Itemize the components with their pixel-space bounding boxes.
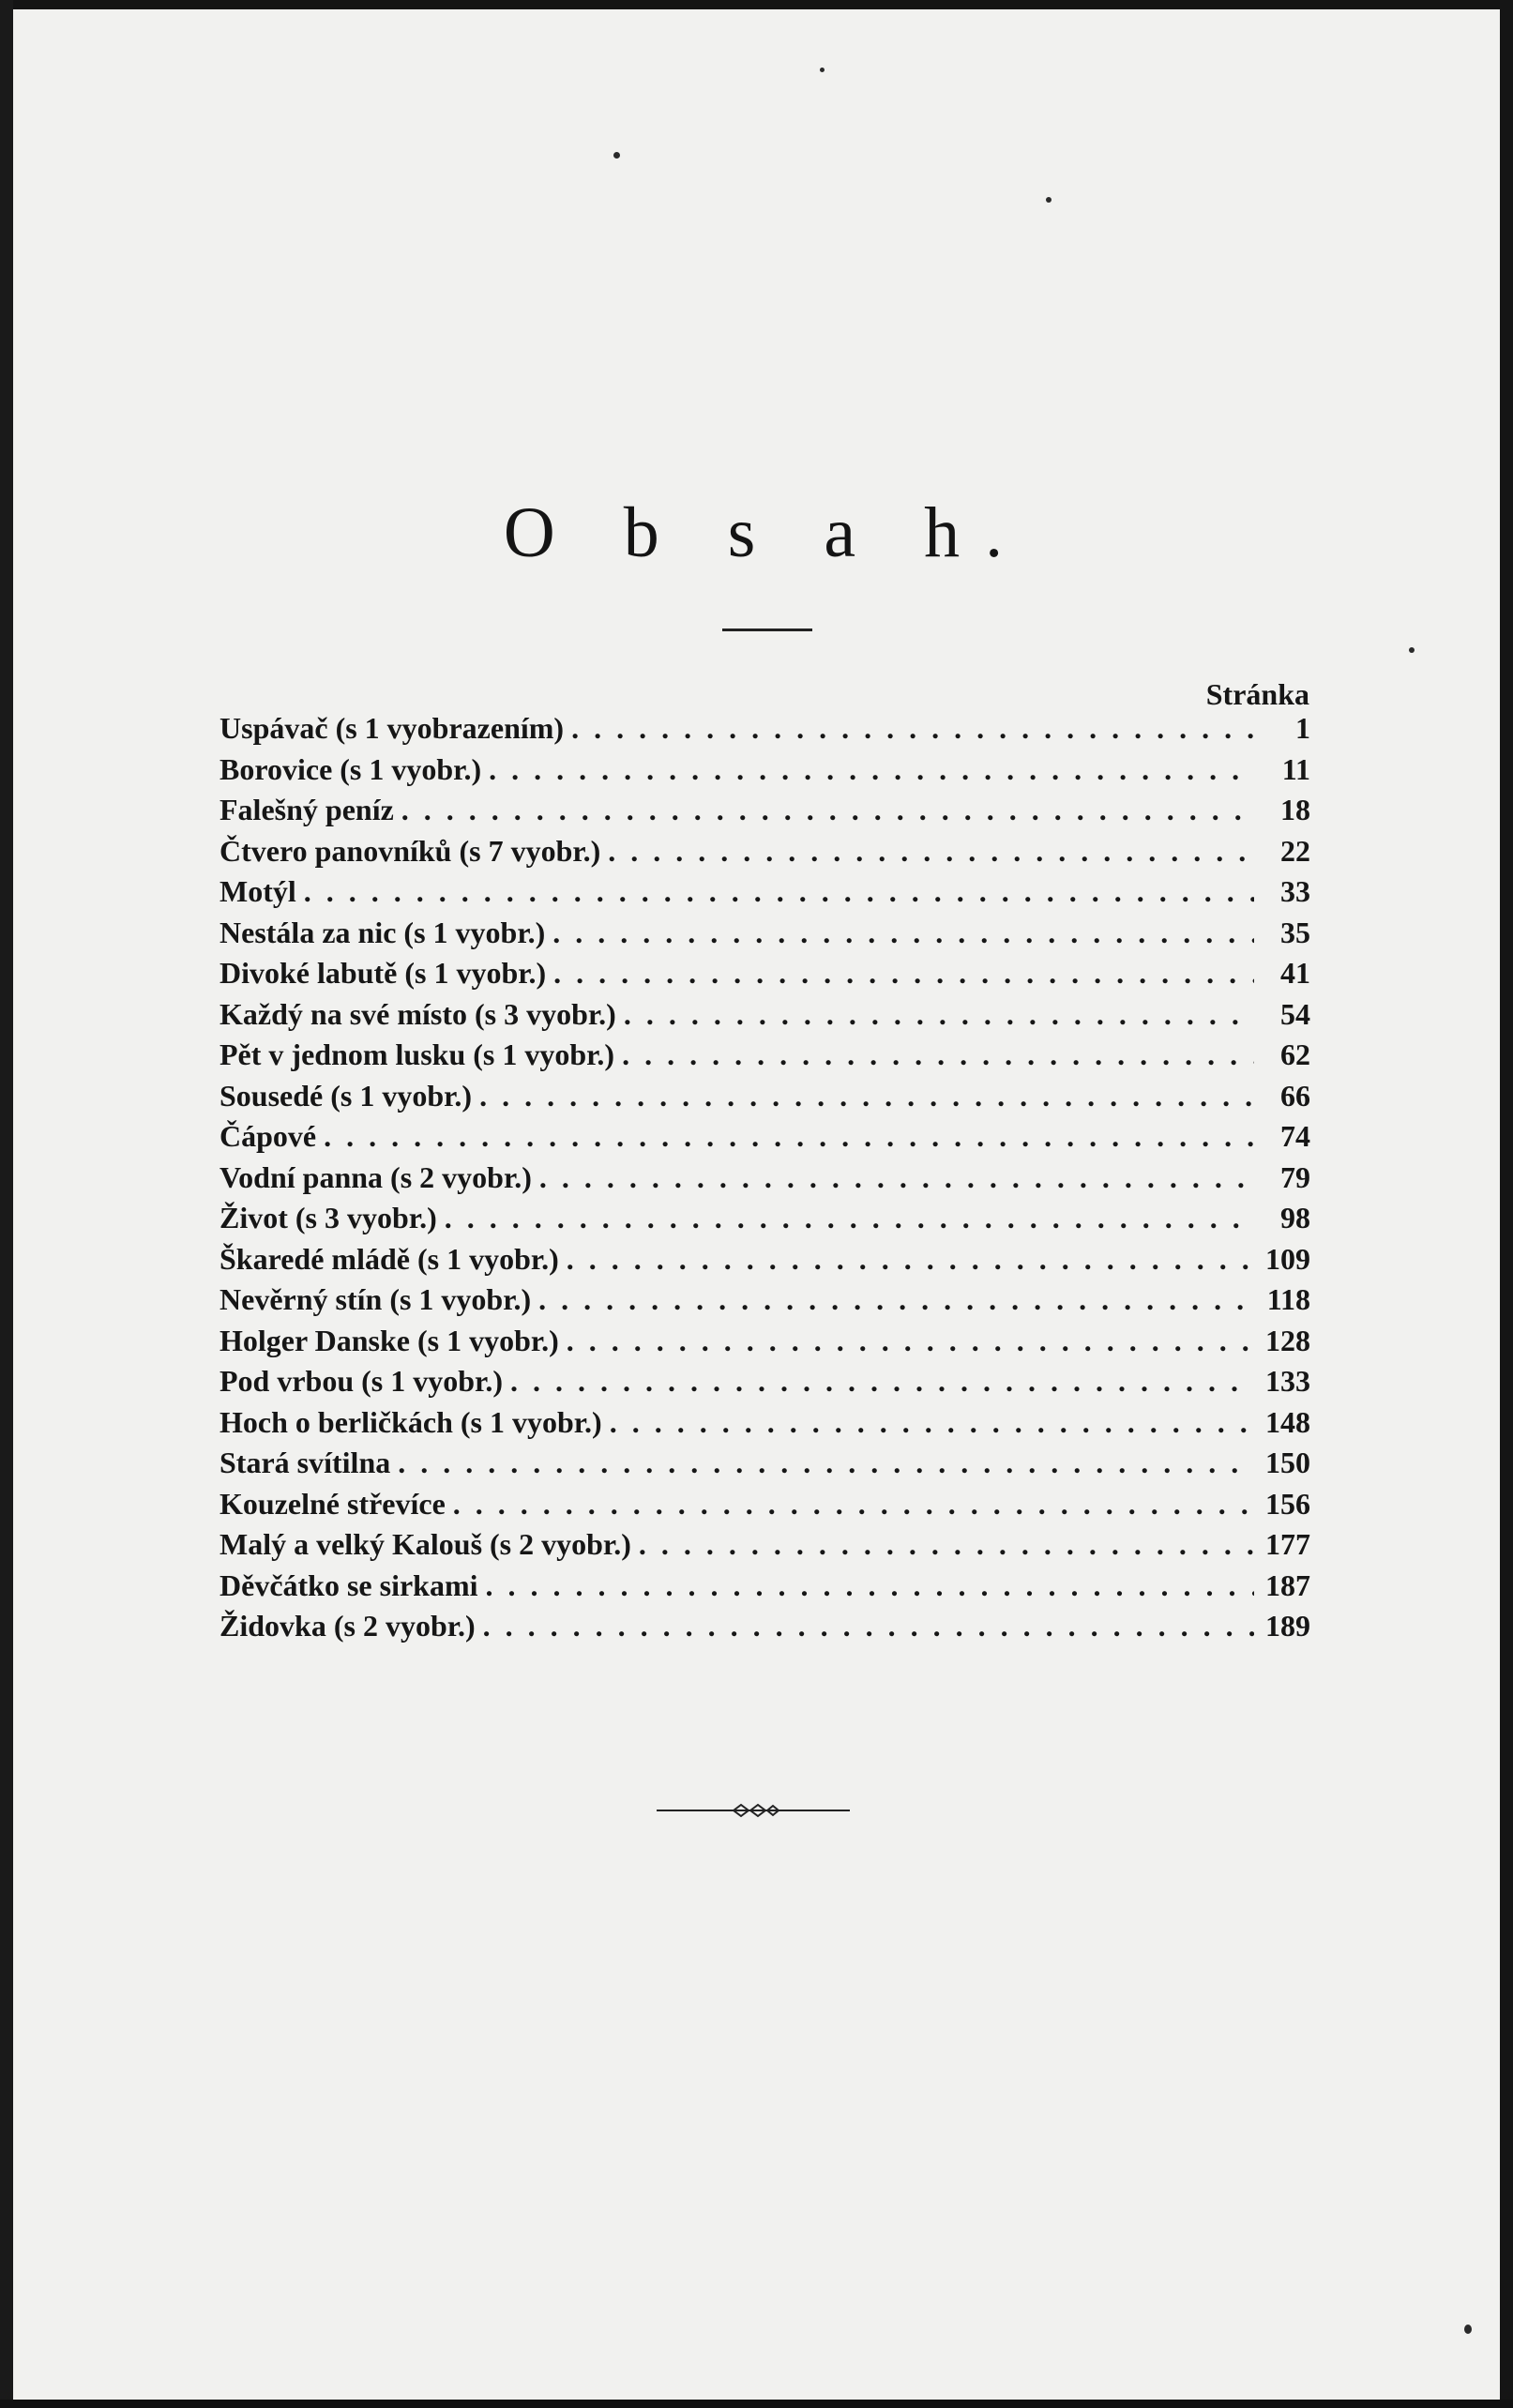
- toc-title: Každý na své místo (s 3 vyobr.): [219, 996, 616, 1031]
- toc-page: 1: [1295, 711, 1310, 745]
- toc-row: [219, 711, 1310, 752]
- toc-page: 33: [1280, 874, 1310, 908]
- toc-page: 109: [1265, 1241, 1310, 1276]
- paper-speck: [613, 152, 620, 159]
- toc-title: Děvčátko se sirkami: [219, 1567, 478, 1602]
- toc-row: [219, 1201, 1310, 1242]
- toc-row: [219, 1160, 1310, 1202]
- table-of-contents: [219, 711, 1310, 1650]
- toc-page: 62: [1280, 1037, 1310, 1071]
- toc-page: 66: [1280, 1078, 1310, 1113]
- scan-edge-bottom: [0, 2400, 1513, 2408]
- leader-dots: [631, 1527, 1254, 1562]
- toc-page: 74: [1280, 1119, 1310, 1153]
- toc-row: [219, 916, 1310, 957]
- leader-dots: [472, 1079, 1254, 1113]
- toc-page: 148: [1265, 1404, 1310, 1439]
- toc-row: [219, 1119, 1310, 1160]
- toc-page: 11: [1281, 751, 1310, 786]
- leader-dots: [437, 1201, 1254, 1235]
- toc-page: 150: [1265, 1446, 1310, 1479]
- toc-title: Holger Danske (s 1 vyobr.): [219, 1323, 559, 1357]
- toc-title: Stará svítilna: [219, 1446, 391, 1479]
- leader-dots: [390, 1446, 1254, 1480]
- toc-row: [219, 793, 1310, 834]
- toc-row: [219, 997, 1310, 1038]
- leader-dots: [559, 1324, 1254, 1358]
- toc-title: Vodní panna (s 2 vyobr.): [219, 1159, 532, 1194]
- leader-dots: [531, 1282, 1254, 1317]
- toc-row: [219, 1242, 1310, 1283]
- toc-page: 41: [1280, 956, 1310, 990]
- toc-row: [219, 1487, 1310, 1528]
- toc-row: [219, 1079, 1310, 1120]
- leader-dots: [559, 1242, 1254, 1277]
- title-rule: [722, 629, 812, 631]
- toc-page: 35: [1280, 915, 1310, 949]
- toc-row: [219, 1527, 1310, 1568]
- toc-page: 118: [1266, 1282, 1310, 1316]
- toc-page: 98: [1280, 1201, 1310, 1234]
- toc-title: Pod vrbou (s 1 vyobr.): [219, 1364, 503, 1398]
- leader-dots: [446, 1487, 1254, 1522]
- toc-title: Čtvero panovníků (s 7 vyobr.): [219, 833, 601, 868]
- leader-dots: [564, 711, 1254, 746]
- toc-page: 18: [1280, 793, 1310, 826]
- leader-dots: [614, 1037, 1254, 1072]
- leader-dots: [616, 997, 1254, 1032]
- leader-dots: [546, 956, 1254, 991]
- toc-title: Kouzelné střevíce: [219, 1486, 446, 1521]
- scan-edge-left: [0, 0, 13, 2408]
- toc-title: Čápové: [219, 1119, 317, 1153]
- toc-page: 54: [1280, 996, 1310, 1031]
- toc-page: 22: [1280, 833, 1310, 868]
- toc-row: [219, 1609, 1310, 1650]
- toc-row: [219, 752, 1310, 794]
- paper-speck: [820, 68, 825, 72]
- toc-row: [219, 1446, 1310, 1487]
- scan-edge-top: [0, 0, 1513, 9]
- scan-edge-right: [1500, 0, 1513, 2408]
- leader-dots: [394, 793, 1254, 827]
- leader-dots: [600, 834, 1254, 869]
- leader-dots: [296, 874, 1254, 909]
- toc-title: Nestála za nic (s 1 vyobr.): [219, 915, 546, 949]
- toc-title: Hoch o berličkách (s 1 vyobr.): [219, 1404, 602, 1439]
- toc-row: [219, 1405, 1310, 1446]
- leader-dots: [316, 1119, 1254, 1154]
- toc-title: Malý a velký Kalouš (s 2 vyobr.): [219, 1527, 631, 1561]
- leader-dots: [503, 1364, 1254, 1399]
- page-title: O b s a h.: [503, 493, 1029, 572]
- toc-title: Nevěrný stín (s 1 vyobr.): [219, 1282, 532, 1316]
- leader-dots: [602, 1405, 1254, 1440]
- toc-title: Uspávač (s 1 vyobrazením): [219, 711, 565, 745]
- paper-speck: [1409, 647, 1415, 653]
- toc-row: [219, 834, 1310, 875]
- leader-dots: [478, 1568, 1254, 1603]
- toc-page: 189: [1265, 1609, 1310, 1643]
- toc-page: 187: [1265, 1567, 1310, 1602]
- toc-page: 79: [1280, 1159, 1310, 1194]
- toc-row: [219, 1568, 1310, 1610]
- toc-title: Motýl: [219, 874, 296, 908]
- paper-speck: [1464, 2325, 1472, 2334]
- toc-title: Škaredé mládě (s 1 vyobr.): [219, 1241, 559, 1276]
- ornament-divider: [657, 1801, 850, 1820]
- toc-title: Pět v jednom lusku (s 1 vyobr.): [219, 1037, 615, 1071]
- page-column-header: Stránka: [1205, 677, 1309, 711]
- leader-dots: [481, 752, 1254, 787]
- toc-page: 133: [1265, 1364, 1310, 1398]
- toc-title: Život (s 3 vyobr.): [219, 1201, 437, 1234]
- toc-row: [219, 1037, 1310, 1079]
- toc-page: 156: [1265, 1486, 1310, 1521]
- toc-page: 177: [1265, 1527, 1310, 1561]
- toc-row: [219, 1324, 1310, 1365]
- toc-title: Falešný peníz: [219, 793, 394, 826]
- toc-row: [219, 1364, 1310, 1405]
- toc-page: 128: [1265, 1323, 1310, 1357]
- leader-dots: [476, 1609, 1254, 1643]
- toc-title: Divoké labutě (s 1 vyobr.): [219, 956, 547, 990]
- toc-title: Židovka (s 2 vyobr.): [219, 1609, 476, 1643]
- toc-row: [219, 1282, 1310, 1324]
- leader-dots: [532, 1160, 1254, 1195]
- toc-row: [219, 956, 1310, 997]
- toc-row: [219, 874, 1310, 916]
- toc-title: Sousedé (s 1 vyobr.): [219, 1078, 473, 1113]
- paper-speck: [1046, 197, 1052, 203]
- toc-title: Borovice (s 1 vyobr.): [219, 751, 482, 786]
- leader-dots: [545, 916, 1254, 950]
